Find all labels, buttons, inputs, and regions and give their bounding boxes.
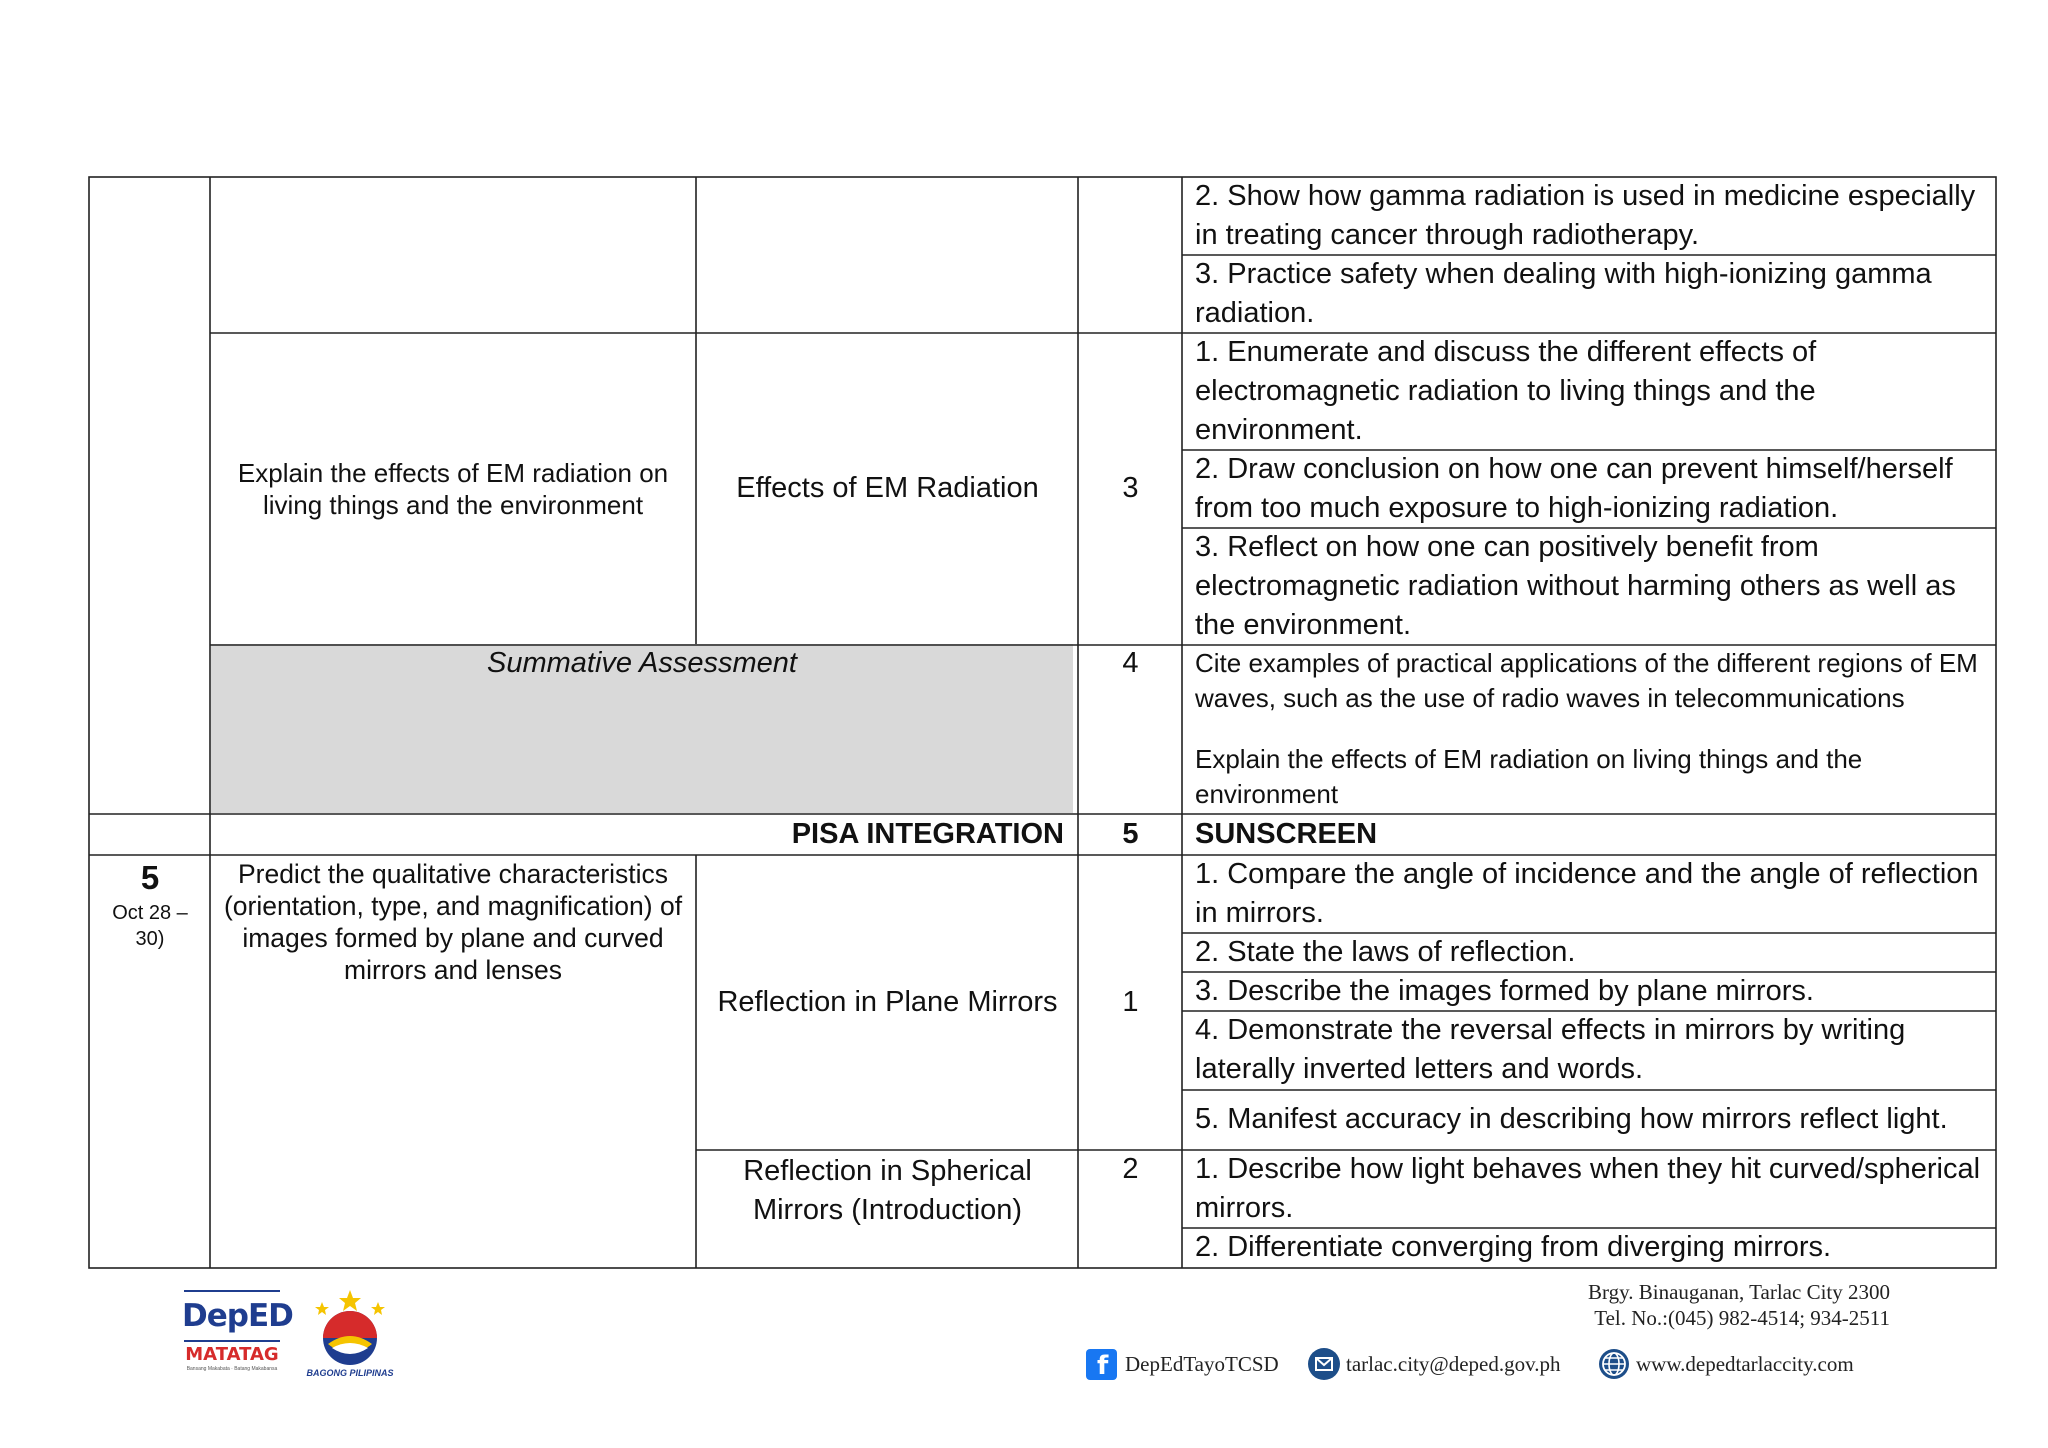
topic-em-effects: Effects of EM Radiation [736, 472, 1039, 504]
topic-spherical-mirrors: Reflection in Spherical Mirrors (Introduction) [743, 1155, 1032, 1226]
pisa-label: PISA INTEGRATION [791, 818, 1064, 850]
objective-em-effects-2: 2. Draw conclusion on how one can prevent himself/herself from too much exposure to high-ionizing radiation. [1195, 453, 1953, 524]
topic-plane-mirrors: Reflection in Plane Mirrors [717, 986, 1058, 1018]
email-address: tarlac.city@deped.gov.ph [1346, 1351, 1561, 1376]
objective-spherical-1: 1. Describe how light behaves when they hit curved/spherical mirrors. [1195, 1153, 1981, 1224]
objective-spherical-2: 2. Differentiate converging from diverging mirrors. [1195, 1231, 1832, 1263]
website-contact[interactable] [1598, 1347, 1854, 1381]
objective-em-effects-3: 3. Reflect on how one can positively benefit from electromagnetic radiation without harming others as well as the environment. [1195, 531, 1956, 641]
matatag-tagline: Bansang Makabata · Batang Makabansa [186, 1366, 278, 1372]
facebook-handle: DepEdTayoTCSD [1125, 1351, 1279, 1376]
day-plane-mirrors: 1 [1122, 986, 1139, 1018]
objective-plane-4: 4. Demonstrate the reversal effects in mirrors by writing laterally inverted letters and words. [1195, 1014, 1906, 1085]
objective-plane-5: 5. Manifest accuracy in describing how mirrors reflect light. [1195, 1103, 1948, 1135]
summative-objective-a: Cite examples of practical applications of the different regions of EM waves, such as the use of radio waves in telecommunications [1195, 648, 1978, 713]
week-number: 5 [140, 859, 160, 896]
objective-gamma-safety: 3. Practice safety when dealing with high-ionizing gamma radiation. [1195, 258, 1932, 329]
email-contact[interactable] [1308, 1347, 1560, 1381]
footer-telephone: Tel. No.:(045) 982-4514; 934-2511 [1594, 1306, 1890, 1330]
facebook-icon: f [1086, 1349, 1117, 1380]
bagong-pilipinas-text: BAGONG PILIPINAS [306, 1368, 394, 1378]
bagong-pilipinas-logo [300, 1288, 400, 1384]
matatag-text: MATATAG [185, 1344, 279, 1365]
website-url: www.depedtarlaccity.com [1636, 1351, 1854, 1376]
competency-mirrors: Predict the qualitative characteristics (orientation, type, and magnification) of images formed by plane and curved mirrors and lenses [223, 859, 683, 985]
bagong-pilipinas-emblem-icon [300, 1288, 400, 1368]
objective-gamma-medicine: 2. Show how gamma radiation is used in medicine especially in treating cancer through radiotherapy. [1195, 180, 1976, 251]
summative-label: Summative Assessment [487, 647, 797, 679]
facebook-contact[interactable] [1086, 1347, 1279, 1381]
objective-plane-3: 3. Describe the images formed by plane mirrors. [1195, 975, 1814, 1007]
day-spherical-mirrors: 2 [1122, 1153, 1139, 1185]
deped-logo-text: DepED [182, 1298, 293, 1334]
objective-em-effects-1: 1. Enumerate and discuss the different effects of electromagnetic radiation to living things and the environment. [1195, 336, 1817, 446]
footer-address: Brgy. Binauganan, Tarlac City 2300 [1587, 1280, 1890, 1304]
pisa-topic: SUNSCREEN [1195, 818, 1378, 850]
objective-plane-2: 2. State the laws of reflection. [1195, 936, 1576, 968]
week-dates: Oct 28 – 30) [112, 902, 188, 950]
competency-em-effects: Explain the effects of EM radiation on living things and the environment [237, 457, 669, 520]
day-summative: 4 [1122, 647, 1139, 679]
objective-plane-1: 1. Compare the angle of incidence and the angle of reflection in mirrors. [1195, 858, 1979, 929]
email-icon [1308, 1348, 1340, 1380]
day-pisa: 5 [1122, 818, 1139, 850]
day-em-effects: 3 [1122, 472, 1139, 504]
globe-icon [1598, 1348, 1630, 1380]
deped-matatag-logo [182, 1290, 293, 1380]
summative-objective-b: Explain the effects of EM radiation on living things and the environment [1195, 744, 1863, 809]
